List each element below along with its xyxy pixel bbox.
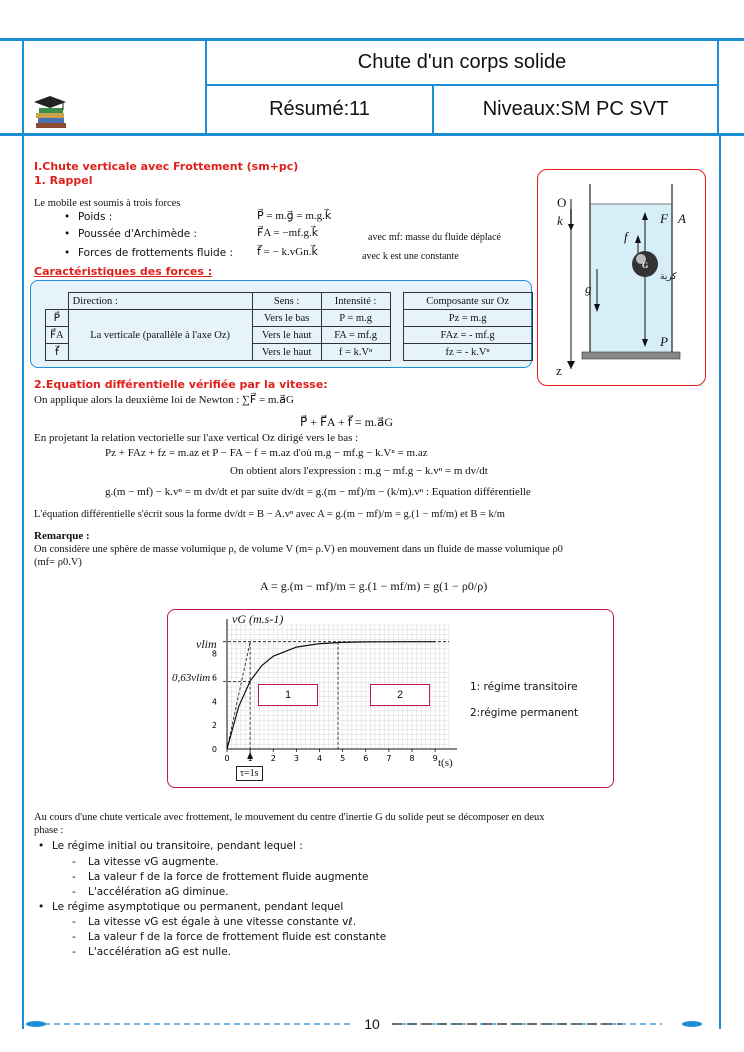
- force-note: avec mf: masse du fluide déplacé: [368, 232, 501, 243]
- table-cell: FAz = - mf.g: [403, 327, 532, 344]
- section-title: I.Chute verticale avec Frottement (sm+pc): [34, 160, 299, 173]
- table-header: Sens :: [252, 293, 321, 310]
- characteristics-title: Caractéristiques des forces :: [34, 265, 213, 278]
- axis-origin-label: O: [557, 195, 567, 210]
- force-note: avec k est une constante: [362, 251, 459, 262]
- phase-title: • Le régime initial ou transitoire, pendant lequel :: [52, 840, 303, 852]
- x-tick-label: 8: [409, 754, 415, 763]
- tangent-line: [227, 642, 250, 749]
- phase-item: - La vitesse vG augmente.: [88, 856, 219, 868]
- legend-item: 1: régime transitoire: [470, 681, 578, 693]
- x-tick-label: 6: [363, 754, 369, 763]
- y-tick-label: 8: [211, 649, 217, 659]
- page-number: 10: [352, 1016, 392, 1032]
- zone-2-label: 2: [370, 684, 430, 706]
- table-cell: f = k.Vⁿ: [321, 344, 390, 361]
- table-cell: P = m.g: [321, 310, 390, 327]
- intro-text: Le mobile est soumis à trois forces: [34, 198, 181, 209]
- x-tick-label: 7: [386, 754, 392, 763]
- force-name: • Forces de frottements fluide :: [78, 247, 233, 259]
- phase-item: - La valeur f de la force de frottement fluide augmente: [88, 871, 368, 883]
- table-cell: fz = - k.Vⁿ: [403, 344, 532, 361]
- x-tick-label: 2: [270, 754, 276, 763]
- x-tick-label: 5: [340, 754, 346, 763]
- header: [0, 38, 744, 136]
- table-cell: F⃗A: [46, 327, 69, 344]
- force-name: • Poids :: [78, 211, 112, 223]
- tau-label: τ=1s: [236, 766, 263, 781]
- summary-number: Résumé:11: [269, 98, 370, 120]
- chart-title: vG (m.s-1): [232, 612, 284, 626]
- phase-item: - La valeur f de la force de frottement fluide est constante: [88, 931, 386, 943]
- table-row: [46, 310, 533, 327]
- eq-line: Pz + FAz + fz = m.az et P − FA − f = m.az d'où m.g − mf.g − k.Vⁿ = m.az: [105, 447, 428, 459]
- g-vector-label: g⃗: [585, 281, 602, 296]
- x-tick-label: 4: [316, 754, 323, 763]
- eq-line: L'équation différentielle s'écrit sous la forme dv/dt = B − A.vⁿ avec A = g.(m − mf)/m = g.(1 − mf/m) et B = k/m: [34, 509, 505, 520]
- table-cell: Vers le bas: [252, 310, 321, 327]
- force-formula: P⃗ = m.g⃗ = m.g.k⃗: [257, 210, 332, 222]
- force-formula: F⃗A = −mf.g.k⃗: [257, 227, 319, 239]
- table-header: Intensité :: [321, 293, 390, 310]
- forces-table: [45, 292, 533, 361]
- x-tick-label: 0: [224, 754, 230, 763]
- phase-item: - L'accélération aG diminue.: [88, 886, 229, 898]
- f-vector-label: f⃗: [624, 229, 638, 244]
- table-cell: f⃗: [46, 344, 69, 361]
- conclusion-intro: Au cours d'une chute verticale avec frottement, le mouvement du centre d'inertie G du solide peut se décomposer en deux: [34, 812, 545, 823]
- phase-item: - La vitesse vG est égale à une vitesse constante vℓ.: [88, 916, 356, 928]
- remark-text: On considère une sphère de masse volumique ρ, de volume V (m= ρ.V) en mouvement dans un fluide de masse volumique ρ0: [34, 544, 563, 555]
- table-cell: Vers le haut: [252, 344, 321, 361]
- axis-z-label: z: [556, 363, 562, 378]
- eq-line: P⃗ + F⃗A + f⃗ = m.a⃗G: [300, 415, 394, 429]
- eq-line: En projetant la relation vectorielle sur l'axe vertical Oz dirigé vers le bas :: [34, 432, 359, 444]
- table-cell: Pz = m.g: [403, 310, 532, 327]
- remark-equation: A = g.(m − mf)/m = g.(1 − mf/m) = g(1 − ρ0/ρ): [260, 579, 488, 593]
- phase-item: - L'accélération aG est nulle.: [88, 946, 231, 958]
- section-subtitle: 1. Rappel: [34, 174, 93, 187]
- x-tick-label: 9: [432, 754, 438, 763]
- v063-label: 0,63vlim: [172, 672, 211, 684]
- force-name: • Poussée d'Archimède :: [78, 228, 197, 240]
- remark-text: (mf= ρ0.V): [34, 557, 82, 568]
- section2-title: 2.Equation différentielle vérifiée par la vitesse:: [34, 378, 328, 391]
- force-formula: f⃗ = − k.vGn.k⃗: [257, 246, 318, 258]
- table-header: Composante sur Oz: [403, 293, 532, 310]
- table-cell: Vers le haut: [252, 327, 321, 344]
- ball-label: كرية: [660, 271, 677, 281]
- eq-line: g.(m − mf) − k.vⁿ = m dv/dt et par suite dv/dt = g.(m − mf)/m − (k/m).vⁿ : Equation différentielle: [105, 486, 531, 498]
- table-cell: FA = mf.g: [321, 327, 390, 344]
- conclusion-intro: phase :: [34, 825, 64, 836]
- books-icon: [30, 96, 70, 130]
- fa-vector-label: F⃗A: [660, 211, 686, 226]
- vlim-label: vlim: [196, 637, 217, 651]
- table-cell: La verticale (parallèle à l'axe Oz): [68, 310, 252, 361]
- x-axis-label: t(s): [438, 757, 453, 769]
- y-tick-label: 0: [211, 745, 217, 754]
- legend-item: 2:régime permanent: [470, 707, 579, 719]
- remark-title: Remarque :: [34, 530, 90, 542]
- x-tick-label: 3: [293, 754, 299, 763]
- table-cell: P⃗: [46, 310, 69, 327]
- eq-line: On applique alors la deuxième loi de Newton : ∑F⃗ = m.a⃗G: [34, 394, 294, 406]
- ball-center-label: G: [642, 261, 649, 270]
- page-title: Chute d'un corps solide: [357, 51, 567, 73]
- table-header: Direction :: [68, 293, 252, 310]
- zone-1-label: 1: [258, 684, 318, 706]
- eq-line: On obtient alors l'expression : m.g − mf.g − k.vⁿ = m dv/dt: [230, 465, 488, 477]
- y-tick-label: 6: [211, 673, 217, 683]
- y-tick-label: 4: [211, 697, 217, 707]
- k-vector-label: k⃗: [557, 213, 573, 228]
- phase-title: • Le régime asymptotique ou permanent, pendant lequel: [52, 901, 343, 913]
- p-vector-label: P⃗: [660, 334, 679, 349]
- levels: Niveaux:SM PC SVT: [482, 98, 669, 120]
- y-tick-label: 2: [211, 721, 217, 731]
